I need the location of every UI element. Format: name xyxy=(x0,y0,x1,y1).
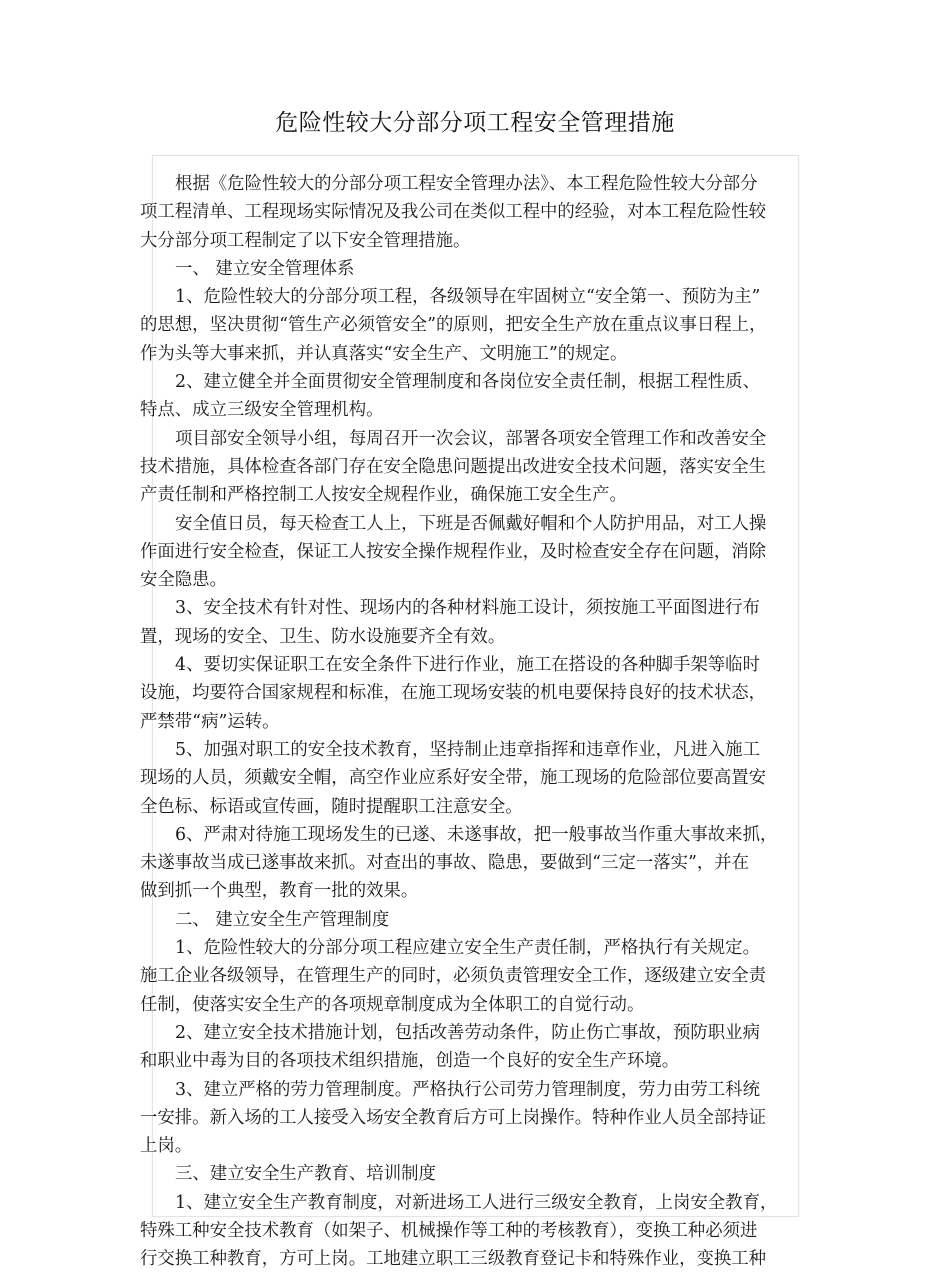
text-line: 2、建立健全并全面贯彻安全管理制度和各岗位安全责任制，根据工程性质、 xyxy=(175,372,760,393)
text-line: 特点、成立三级安全管理机构。 xyxy=(140,400,384,421)
text-line: 3、建立严格的劳力管理制度。严格执行公司劳力管理制度，劳力由劳工科统 xyxy=(175,1079,760,1100)
text-line: 技术措施，具体检查各部门存在安全隐患问题提出改进安全技术问题，落实安全生 xyxy=(140,456,767,477)
text-line: 5、加强对职工的安全技术教育，坚持制止违章指挥和违章作业，凡进入施工 xyxy=(175,739,760,760)
text-line: 一、 建立安全管理体系 xyxy=(175,258,355,279)
text-line: 产责任制和严格控制工人按安全规程作业，确保施工安全生产。 xyxy=(140,485,627,506)
text-line: 未遂事故当成已遂事故来抓。对查出的事故、隐患，要做到“三定一落实”，并在 xyxy=(140,853,750,874)
text-line: 2、建立安全技术措施计划，包括改善劳动条件，防止伤亡事故，预防职业病 xyxy=(175,1022,760,1043)
text-line: 的思想，坚决贯彻“管生产必须管安全”的原则，把安全生产放在重点议事日程上， xyxy=(140,315,767,336)
text-line: 上岗。 xyxy=(140,1136,193,1157)
text-line: 大分部分项工程制定了以下安全管理措施。 xyxy=(140,230,471,251)
text-line: 3、安全技术有针对性、现场内的各种材料施工设计，须按施工平面图进行布 xyxy=(175,598,760,619)
text-line: 特殊工种安全技术教育（如架子、机械操作等工种的考核教育），变换工种必须进 xyxy=(140,1220,758,1241)
text-line: 作面进行安全检查，保证工人按安全操作规程作业，及时检查安全存在问题，消除 xyxy=(140,541,767,562)
text-line: 4、要切实保证职工在安全条件下进行作业，施工在搭设的各种脚手架等临时 xyxy=(175,655,760,676)
text-line: 全色标、标语或宣传画，随时提醒职工注意安全。 xyxy=(140,796,523,817)
text-line: 一安排。新入场的工人接受入场安全教育后方可上岗操作。特种作业人员全部持证 xyxy=(140,1107,767,1128)
text-line: 根据《危险性较大的分部分项工程安全管理办法》、本工程危险性较大分部分 xyxy=(175,174,758,194)
text-line: 项工程清单、工程现场实际情况及我公司在类似工程中的经验，对本工程危险性较 xyxy=(140,202,767,223)
text-line: 严禁带“病”运转。 xyxy=(140,711,280,732)
text-line: 行交换工种教育，方可上岗。工地建立职工三级教育登记卡和特殊作业，变换工种 xyxy=(140,1249,767,1270)
text-line: 作为头等大事来抓，并认真落实“安全生产、文明施工”的规定。 xyxy=(140,343,628,364)
text-line: 安全隐患。 xyxy=(140,570,227,591)
text-line: 施工企业各级领导，在管理生产的同时，必须负责管理安全工作，逐级建立安全责 xyxy=(140,966,767,987)
text-line: 任制，使落实安全生产的各项规章制度成为全体职工的自觉行动。 xyxy=(140,994,645,1015)
text-line: 6、严肃对待施工现场发生的已遂、未遂事故，把一般事故当作重大事故来抓， xyxy=(175,824,778,845)
text-line: 1、危险性较大的分部分项工程应建立安全生产责任制，严格执行有关规定。 xyxy=(175,938,760,959)
text-line: 现场的人员，须戴安全帽，高空作业应系好安全带，施工现场的危险部位要高置安 xyxy=(140,768,767,789)
text-line: 二、 建立安全生产管理制度 xyxy=(175,909,390,930)
document-body xyxy=(140,170,824,1274)
text-line: 做到抓一个典型，教育一批的效果。 xyxy=(140,881,419,902)
text-line: 设施，均要符合国家规程和标准，在施工现场安装的机电要保持良好的技术状态， xyxy=(140,683,767,704)
document-title: 危险性较大分部分项工程安全管理措施 xyxy=(275,110,675,136)
text-line: 和职业中毒为目的各项技术组织措施，创造一个良好的安全生产环境。 xyxy=(140,1051,680,1072)
text-line: 置，现场的安全、卫生、防水设施要齐全有效。 xyxy=(140,626,506,647)
text-line: 1、危险性较大的分部分项工程，各级领导在牢固树立“安全第一、预防为主” xyxy=(175,287,761,308)
text-line: 项目部安全领导小组，每周召开一次会议，部署各项安全管理工作和改善安全 xyxy=(175,428,767,449)
text-line: 1、建立安全生产教育制度，对新进场工人进行三级安全教育，上岗安全教育， xyxy=(175,1192,778,1213)
text-line: 三、建立安全生产教育、培训制度 xyxy=(175,1164,436,1185)
text-line: 安全值日员，每天检查工人上，下班是否佩戴好帽和个人防护用品，对工人操 xyxy=(175,513,767,534)
